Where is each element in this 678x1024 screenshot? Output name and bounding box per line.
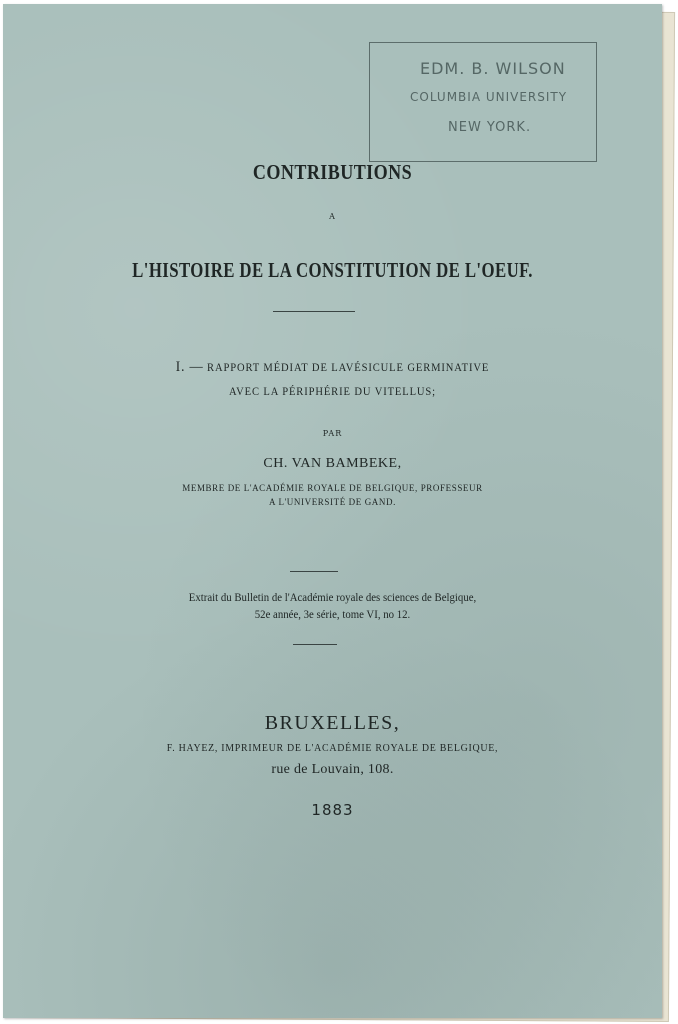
- imprint-printer: F. HAYEZ, IMPRIMEUR DE L'ACADÉMIE ROYALE DE BELGIQUE,: [166, 742, 499, 754]
- divider-rule-2: [290, 571, 338, 572]
- affiliation-line-2: A L'UNIVERSITÉ DE GAND.: [269, 497, 396, 507]
- imprint-city: BRUXELLES,: [264, 712, 401, 734]
- subtitle-number: I. —: [175, 359, 204, 375]
- title-line-1: CONTRIBUTIONS: [252, 160, 413, 184]
- author-affiliation: [3, 481, 662, 509]
- affiliation-line-1: MEMBRE DE L'ACADÉMIE ROYALE DE BELGIQUE, PROFESSEUR: [182, 483, 483, 493]
- extract-note: [36, 589, 629, 623]
- byline-par: PAR: [322, 429, 343, 438]
- book-cover: [3, 4, 662, 1018]
- divider-rule-1: [273, 311, 355, 312]
- subtitle-line-2: AVEC LA PÉRIPHÉRIE DU VITELLUS;: [228, 384, 436, 398]
- subtitle-line-1: [43, 359, 623, 376]
- title-line-2: L'HISTOIRE DE LA CONSTITUTION DE L'OEUF.: [132, 258, 533, 282]
- imprint-year: 1883: [311, 801, 354, 819]
- divider-rule-3: [293, 644, 337, 645]
- extract-line-1: Extrait du Bulletin de l'Académie royale des sciences de Belgique,: [188, 590, 477, 604]
- stamp-line-2: COLUMBIA UNIVERSITY: [410, 90, 568, 104]
- extract-line-2: 52e année, 3e série, tome VI, no 12.: [254, 607, 411, 621]
- stamp-line-3: NEW YORK.: [448, 120, 532, 135]
- author-name: CH. VAN BAMBEKE,: [263, 456, 402, 471]
- library-stamp: [369, 42, 597, 162]
- stamp-line-1: EDM. B. WILSON: [420, 59, 566, 78]
- title-connector: A: [329, 212, 336, 221]
- subtitle-text-1: RAPPORT MÉDIAT DE LAVÉSICULE GERMINATIVE: [207, 360, 490, 374]
- imprint-street: rue de Louvain, 108.: [271, 762, 394, 777]
